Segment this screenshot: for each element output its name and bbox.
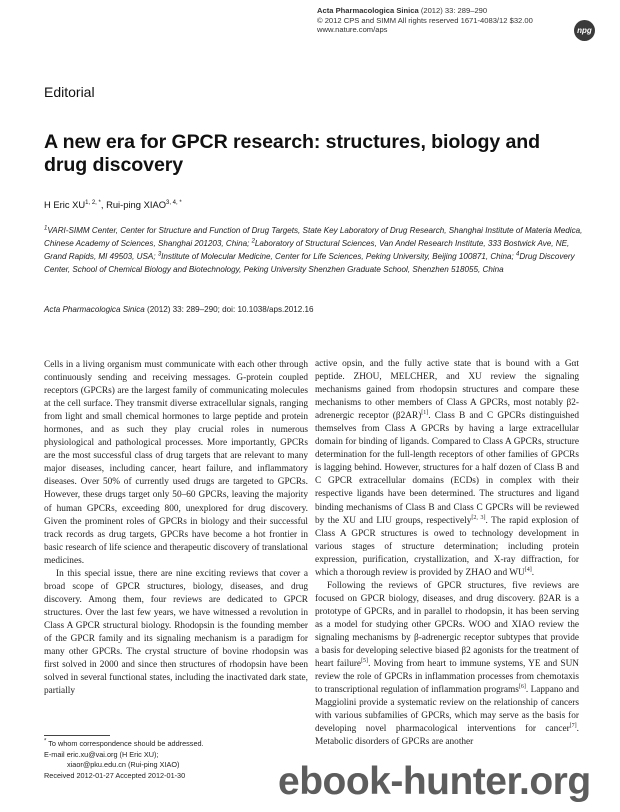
paragraph bbox=[315, 580, 579, 750]
reference-marker[interactable]: [2, 3] bbox=[471, 514, 486, 521]
email-line[interactable]: E-mail eric.xu@vai.org (H Eric XU); bbox=[44, 749, 159, 759]
correspondence-line bbox=[44, 739, 204, 750]
journal-issue: (2012) 33: 289–290 bbox=[418, 6, 488, 15]
author-name: H Eric XU bbox=[44, 199, 86, 210]
article-citation bbox=[44, 305, 314, 314]
copyright-line: © 2012 CPS and SIMM All rights reserved 1671-4083/12 $32.00 bbox=[317, 15, 533, 25]
received-accepted-dates: Received 2012-01-27 Accepted 2012-01-30 bbox=[44, 770, 186, 780]
affiliations bbox=[44, 224, 584, 276]
paragraph bbox=[315, 358, 579, 580]
affiliation-text: Laboratory of Structural Sciences, Van Andel Research Institute, 333 Bostwick Ave, NE, Grand Rapids, MI 49503, USA; bbox=[44, 239, 570, 261]
footnote-text: To whom correspondence should be addressed. bbox=[46, 739, 204, 748]
text-run: . The rapid explosion of Class A GPCR structures is owed to technology development in various stages of structure determination; including protein expression, purification, crystallization, and X-ray diffraction, for which a thorough review is provided by ZHAO and WU bbox=[315, 515, 580, 578]
text-run: . Moving from heart to immune systems, YE and SUN review the role of GPCRs in inflammation processes from chemotaxis to transcriptional regulation of inflammation programs bbox=[315, 659, 579, 696]
journal-name: Acta Pharmacologica Sinica bbox=[317, 6, 419, 15]
paragraph: Cells in a living organism must communicate with each other through continuously sending and receiving messages. G-protein coupled receptors (GPCRs) are the largest family of communicating molecules at the cell surface. They transmit diverse extracellular signals, ranging from light and small chemical hormones to large peptide and protein hormones, and as such they play crucial roles in numerous physiological and pathological processes. More importantly, GPCRs are the most successful class of drug targets that are relevant to many major diseases, including cancer, heart failure, and inflammatory diseases. Over 50% of currently used drugs are targeted to GPCRs. However, these drugs target only 50–60 GPCRs, leaving the majority of human GPCRs, exceeding 800, unexplored for drug discovery. Given the prominent roles of GPCRs in biology and their successful track records as drug targets, GPCRs have become a hot frontier in basic research of life science and therapeutic discovery of translational medicines. bbox=[44, 360, 308, 566]
author-line bbox=[44, 199, 182, 210]
section-label: Editorial bbox=[44, 84, 95, 100]
author-name: Rui-ping XIAO bbox=[106, 199, 166, 210]
affiliation-number: 4 bbox=[515, 251, 520, 258]
affiliation-number: 3 bbox=[157, 251, 162, 258]
npg-logo: npg bbox=[574, 20, 595, 41]
footnote-marker: * bbox=[44, 738, 47, 745]
citation-details: (2012) 33: 289–290; doi: 10.1038/aps.2012.16 bbox=[144, 305, 314, 314]
email-line[interactable]: xiaor@pku.edu.cn (Rui-ping XIAO) bbox=[67, 760, 180, 770]
reference-marker[interactable]: [4] bbox=[524, 566, 532, 573]
journal-header bbox=[317, 6, 533, 35]
affiliation-text: Drug Discovery Center, School of Chemical Biology and Biotechnology, Peking University Shenzhen Graduate School, Shenzhen 518055, China bbox=[44, 252, 575, 274]
affiliation-number: 1 bbox=[44, 225, 48, 232]
reference-marker[interactable]: [1] bbox=[421, 410, 429, 417]
citation-journal: Acta Pharmacologica Sinica bbox=[44, 305, 145, 314]
reference-marker[interactable]: [6] bbox=[518, 684, 526, 691]
watermark: ebook-hunter.org bbox=[278, 760, 591, 803]
text-run: Following the reviews of GPCR structures, five reviews are focused on GPCR biology, diseases, and drug discovery. β2AR is a prototype of GPCRs, and in parallel to rhodopsin, it has been serving as a model for studying other GPCRs. WOO and XIAO review the signaling mechanisms by β-adrenergic receptor subtypes that provide a basis for developing selective biased β2 agonists for the treatment of heart failure bbox=[315, 580, 579, 670]
text-run: . Class B and C GPCRs distinguished themselves from Class A GPCRs by having a large extracellular domain for binding of ligands. Compared to Class A GPCRs, structure determination for the full-length receptors of other families of GPCRs is lagging behind. However, structures for a half dozen of Class B and C GPCR extracellular domains (ECDs) in complex with their respective ligands have been determined. The structures and ligand binding mechanisms of Class B and Class C GPCRs will be reviewed by the XU and LIU groups, respectively bbox=[315, 411, 579, 526]
body-column-left bbox=[44, 359, 308, 698]
correspondence-footnote bbox=[44, 739, 204, 781]
text-run: active opsin, and the fully active state that is bound with a Gαt peptide. ZHOU, MELCHER, and XU review the signaling mechanisms gained from rhodopsin structures and compare these mechanisms to other members of Class A GPCRs, most notably β2-adrenergic receptor (β2AR) bbox=[315, 359, 579, 422]
text-run: . bbox=[531, 567, 535, 578]
journal-url[interactable]: www.nature.com/aps bbox=[317, 25, 388, 35]
author-affiliation-marker: 3, 4, * bbox=[165, 199, 182, 206]
author-separator: , bbox=[100, 199, 107, 210]
reference-marker[interactable]: [7] bbox=[569, 723, 577, 730]
footnote-divider bbox=[44, 735, 110, 736]
affiliation-text: VARI-SIMM Center, Center for Structure and Function of Drug Targets, State Key Laboratory of Drug Research, Shanghai Institute of Materia Medica, Chinese Academy of Sciences, Shanghai 201203, China; bbox=[44, 226, 583, 248]
paragraph: In this special issue, there are nine exciting reviews that cover a broad scope of GPCR structures, biology, diseases, and drug discovery. Among them, four reviews are dedicated to GPCR structures. Over the last few years, we have witnessed a revolution in Class A GPCR structural biology. Rhodopsin is the founding member of the GPCR family and its signaling mechanism is a paradigm for many other GPCRs. The crystal structure of bovine rhodopsin was first solved in 2000 and since then structures of rhodopsin have been solved in several functional states, including the inactivated dark state, partially bbox=[44, 568, 308, 697]
text-run: . Metabolic disorders of GPCRs are another bbox=[315, 724, 579, 748]
text-run: . Lappano and Maggiolini provide a systematic review on the relationship of cancers with various subfamilies of GPCRs, which may serve as the basis for developing novel pharmacological interventions for cancer bbox=[315, 685, 579, 735]
article-title: A new era for GPCR research: structures, biology and drug discovery bbox=[44, 131, 541, 176]
affiliation-number: 2 bbox=[251, 238, 255, 245]
body-column-right bbox=[315, 358, 579, 749]
affiliation-text: Institute of Molecular Medicine, Center for Life Sciences, Peking University, Beijing 100871, China; bbox=[161, 252, 516, 261]
author-affiliation-marker: 1, 2, * bbox=[85, 199, 101, 206]
reference-marker[interactable]: [5] bbox=[361, 657, 369, 664]
journal-citation-line bbox=[317, 6, 533, 16]
